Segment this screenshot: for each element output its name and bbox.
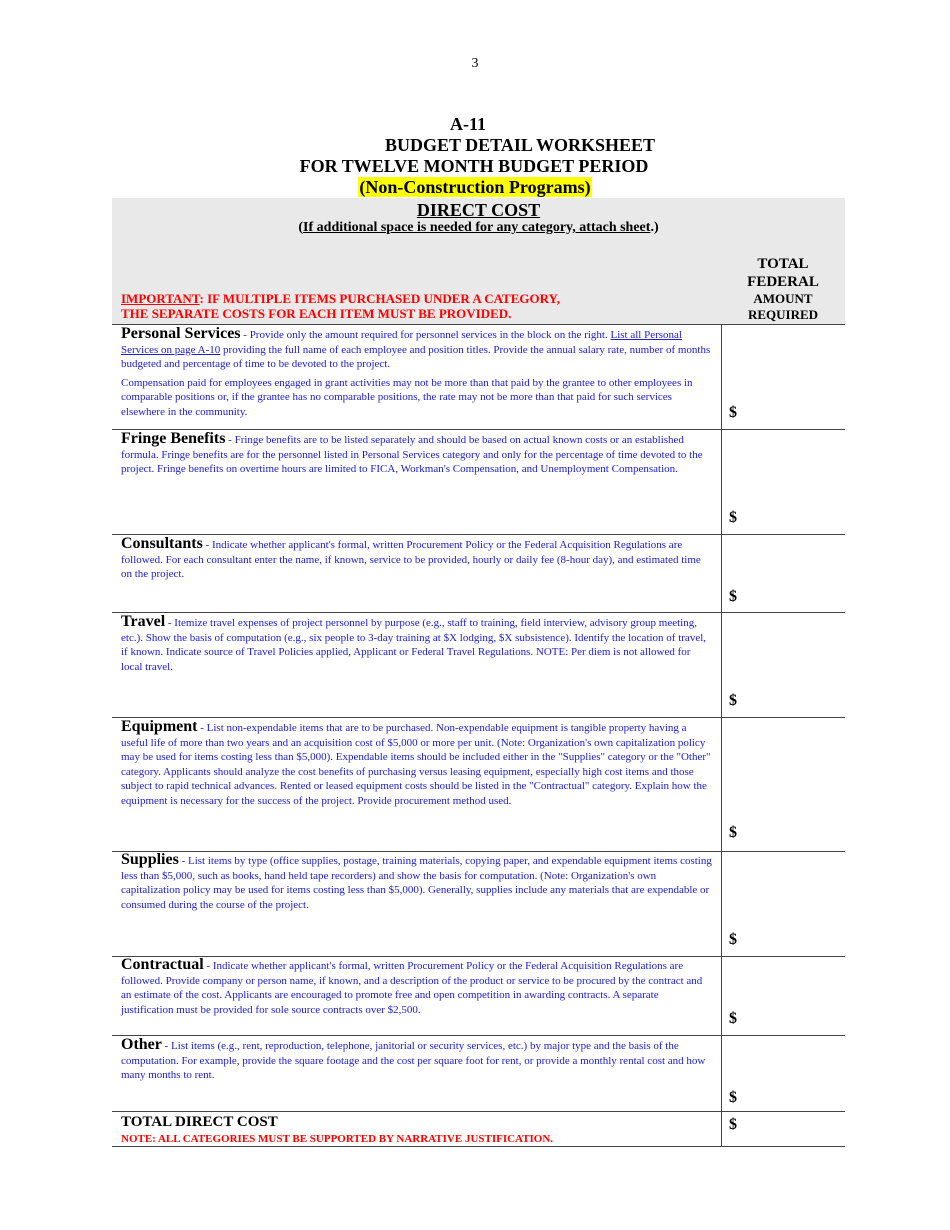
direct-cost-heading: DIRECT COST <box>416 200 541 220</box>
section-label: Consultants <box>121 535 203 552</box>
section-text: - Fringe benefits are to be listed separately and should be based on actual known costs or an established formula. Fringe benefits are for the personnel listed in Personal Services category and only for the percentage of time devoted to the project. Fringe benefits on overtime hours are limited to FICA, Workman's Compensation, and Unemployment Compensation. <box>121 434 703 476</box>
contractual-amount[interactable]: $ <box>729 1010 737 1027</box>
fringe-benefits-amount[interactable]: $ <box>729 509 737 526</box>
page-number: 3 <box>471 56 479 71</box>
row-divider <box>112 1035 845 1036</box>
total-direct-cost-label: TOTAL DIRECT COST <box>121 1114 278 1130</box>
additional-space-text: If additional space is needed for any category, attach sheet <box>303 220 651 235</box>
title-line-2: FOR TWELVE MONTH BUDGET PERIOD <box>299 156 649 176</box>
section-text: - List items by type (office supplies, postage, training materials, copying paper, and expendable equipment items costing less than $5,000, such as books, hand held tape recorders) and show the basis for computation. (Note: Organization's own capitalization policy may be used for items costing less than $5,000). Generally, supplies include any materials that are expendable or consumed during the course of the project. <box>121 855 712 911</box>
total-federal-amount-header <box>722 256 844 323</box>
form-id: A-11 <box>450 114 486 134</box>
row-divider <box>112 956 845 957</box>
row-divider <box>112 534 845 535</box>
section-other <box>121 1038 713 1083</box>
row-divider <box>112 612 845 613</box>
section-fringe-benefits <box>121 432 713 477</box>
page-a10-link[interactable]: List all Personal Services on page A-10 <box>121 329 682 356</box>
consultants-amount[interactable]: $ <box>729 588 737 605</box>
section-personal-services <box>121 327 713 420</box>
row-divider <box>112 1111 845 1112</box>
travel-amount[interactable]: $ <box>729 692 737 709</box>
important-text: : IF MULTIPLE ITEMS PURCHASED UNDER A CATEGORY, <box>199 291 560 306</box>
section-label: Contractual <box>121 956 204 973</box>
other-amount[interactable]: $ <box>729 1089 737 1106</box>
column-divider <box>721 324 722 1147</box>
section-label: Supplies <box>121 851 179 868</box>
total-header-line: REQUIRED <box>747 307 819 322</box>
section-label: Personal Services <box>121 325 241 342</box>
supplies-amount[interactable]: $ <box>729 931 737 948</box>
section-text: - Provide only the amount required for personnel services in the block on the right. <box>240 329 611 341</box>
important-line-1 <box>121 291 721 306</box>
title-highlight: (Non-Construction Programs) <box>359 177 591 197</box>
row-divider <box>112 717 845 718</box>
bottom-border <box>112 1146 845 1147</box>
title-line-1: BUDGET DETAIL WORKSHEET <box>384 135 656 155</box>
important-notice <box>121 291 721 321</box>
section-supplies <box>121 853 713 912</box>
section-text: providing the full name of each employee and position titles. Provide the annual salary rate, number of months budgeted and percentage of time to be devoted to the project. <box>121 343 711 371</box>
personal-services-amount[interactable]: $ <box>729 404 737 421</box>
section-travel <box>121 615 713 674</box>
section-label: Fringe Benefits <box>121 430 226 447</box>
narrative-justification-note: NOTE: ALL CATEGORIES MUST BE SUPPORTED BY NARRATIVE JUSTIFICATION. <box>121 1133 554 1145</box>
total-header-line: FEDERAL <box>747 273 819 290</box>
section-label: Other <box>121 1036 162 1053</box>
total-header-line: TOTAL <box>757 256 809 272</box>
total-header-line: AMOUNT <box>753 291 813 306</box>
equipment-amount[interactable]: $ <box>729 824 737 841</box>
additional-space-note: (If additional space is needed for any category, attach sheet.) <box>298 220 659 235</box>
important-label: IMPORTANT <box>121 291 200 306</box>
title-line-3 <box>0 177 950 198</box>
row-divider <box>112 851 845 852</box>
section-paragraph: Compensation paid for employees engaged in grant activities may not be more than that paid by the grantee to other employees in comparable positions or, if the grantee has no comparable positions, the rate may not be more than that paid for such services elsewhere in the community. <box>121 376 693 418</box>
section-label: Travel <box>121 613 166 630</box>
section-text: - List non-expendable items that are to be purchased. Non-expendable equipment is tangible property having a useful life of more than two years and an acquisition cost of $5,000 or more per unit. (Note: Organization's own capitalization policy may be used for items costing less than $5,000). Expendable items should be included either in the "Supplies" category or the "Other" category. Applicants should analyze the cost benefits of purchasing versus leasing equipment, especially high cost items and those subject to rapid technical advances. Rented or leased equipment costs should be listed in the "Contractual" category. Explain how the equipment is necessary for the success of the project. Provide procurement method used. <box>121 722 711 807</box>
section-text: - Indicate whether applicant's formal, written Procurement Policy or the Federal Acquisition Regulations are followed. For each consultant enter the name, if known, service to be provided, hourly or daily fee (8-hour day), and estimated time on the project. <box>121 539 701 581</box>
section-text: - List items (e.g., rent, reproduction, telephone, janitorial or security services, etc.) by major type and the basis of the computation. For example, provide the square footage and the cost per square foot for rent, or provide a monthly rental cost and how many months to rent. <box>121 1040 706 1082</box>
section-label: Equipment <box>121 718 198 735</box>
section-contractual <box>121 958 713 1017</box>
section-text: - Indicate whether applicant's formal, written Procurement Policy or the Federal Acquisition Regulations are followed. Provide company or person name, if known, and a description of the product or service to be procured by the contract and an estimate of the cost. Applicants are encouraged to promote free and open competition in awarding contracts. A separate justification must be provided for sole source contracts over $2,500. <box>121 960 703 1016</box>
section-text: - Itemize travel expenses of project personnel by purpose (e.g., staff to training, field interview, advisory group meeting, etc.). Show the basis of computation (e.g., six people to 3-day training at $X lodging, $X subsistence). Identify the location of travel, if known. Indicate source of Travel Policies applied, Applicant or Federal Travel Regulations. NOTE: Per diem is not allowed for local travel. <box>121 617 707 673</box>
section-consultants <box>121 537 713 582</box>
important-line-2: THE SEPARATE COSTS FOR EACH ITEM MUST BE PROVIDED. <box>121 306 512 321</box>
section-equipment <box>121 720 713 809</box>
total-direct-cost-amount[interactable]: $ <box>729 1116 737 1133</box>
